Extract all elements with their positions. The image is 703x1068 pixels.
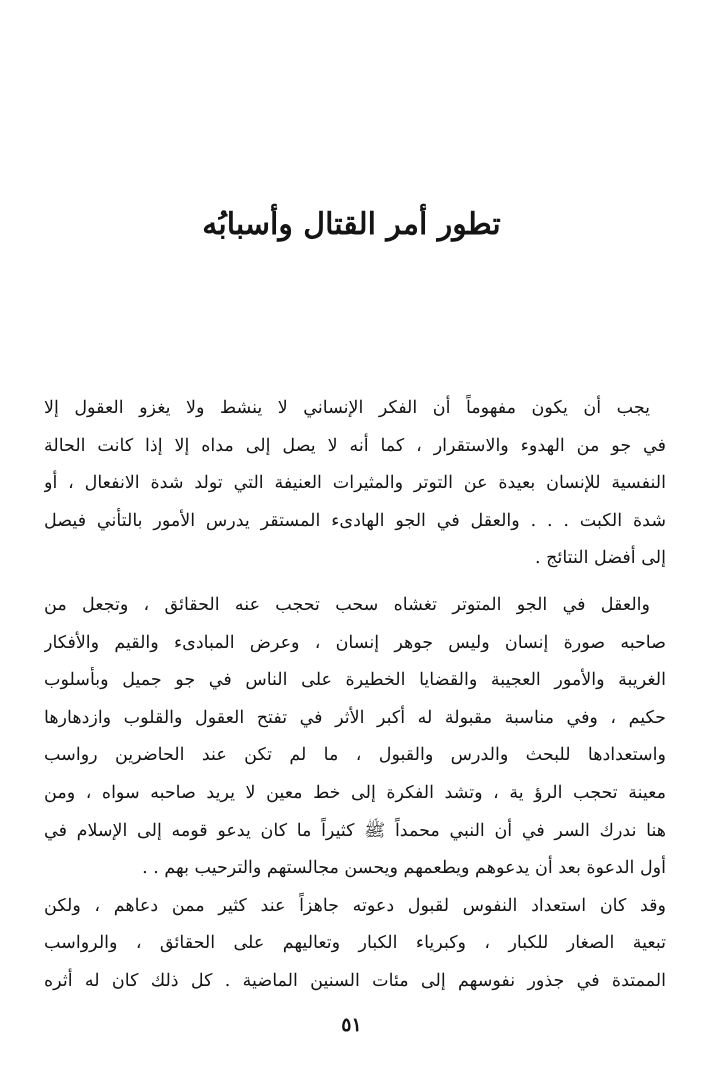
paragraph-1-line-5: إلى أفضل النتائج . bbox=[535, 548, 666, 569]
paragraph-2-line-10: تبعية الصغار للكبار ، وكبرياء الكبار وتعاليهم على الحقائق ، والرواسب bbox=[44, 933, 666, 954]
paragraph-2-line-6: معينة تحجب الرؤ ية ، وتشد الفكرة إلى خط معين لا يريد صاحبه سواه ، ومن bbox=[44, 782, 666, 803]
paragraph-2-line-5: واستعدادها للبحث والدرس والقبول ، ما لم تكن عند الحاضرين رواسب bbox=[44, 745, 666, 766]
paragraph-2-line-4: حكيم ، وفي مناسبة مقبولة له أكبر الأثر في تفتح العقول والقلوب وازدهارها bbox=[44, 707, 666, 728]
chapter-title: تطور أمر القتال وأسبابُه bbox=[202, 207, 501, 242]
paragraph-1-line-4: شدة الكبت . . . والعقل في الجو الهادىء المستقر يدرس الأمور بالتأني فيصل bbox=[44, 510, 666, 531]
paragraph-2-line-3: الغريبة والأمور العجيبة والقضايا الخطيرة على الناس في جو جميل وبأسلوب bbox=[44, 670, 666, 691]
paragraph-2-line-1: والعقل في الجو المتوتر تغشاه سحب تحجب عنه الحقائق ، وتجعل من bbox=[44, 595, 650, 615]
paragraph-2-line-9: وقد كان استعداد النفوس لقبول دعوته جاهزاً عند كثير ممن دعاهم ، ولكن bbox=[44, 895, 666, 916]
page-number: ٥١ bbox=[341, 1014, 362, 1036]
paragraph-1-line-3: النفسية للإنسان بعيدة عن التوتر والمثيرات العنيفة التي تولد شدة الانفعال ، أو bbox=[44, 473, 666, 494]
paragraph-2 bbox=[44, 587, 666, 1001]
paragraph-2-line-8: أول الدعوة بعد أن يدعوهم ويطعمهم ويحسن مجالستهم والترحيب بهم . . bbox=[142, 858, 666, 879]
paragraph-2-line-2: صاحبه صورة إنسان وليس جوهر إنسان ، وعرض المبادىء والقيم والأفكار bbox=[44, 632, 666, 653]
paragraph-1-line-2: في جو من الهدوء والاستقرار ، كما أنه لا يصل إلى مداه إلا إذا كانت الحالة bbox=[44, 435, 666, 456]
paragraph-1 bbox=[44, 390, 666, 578]
paragraph-1-line-1: يجب أن يكون مفهوماً أن الفكر الإنساني لا ينشط ولا يغزو العقول إلا bbox=[44, 398, 650, 418]
paragraph-2-line-7: هنا ندرك السر في أن النبي محمداً ﷺ كثيراً ما كان يدعو قومه إلى الإسلام في bbox=[44, 820, 666, 841]
paragraph-2-line-11: الممتدة في جذور نفوسهم إلى مئات السنين الماضية . كل ذلك كان له أثره bbox=[44, 970, 666, 991]
